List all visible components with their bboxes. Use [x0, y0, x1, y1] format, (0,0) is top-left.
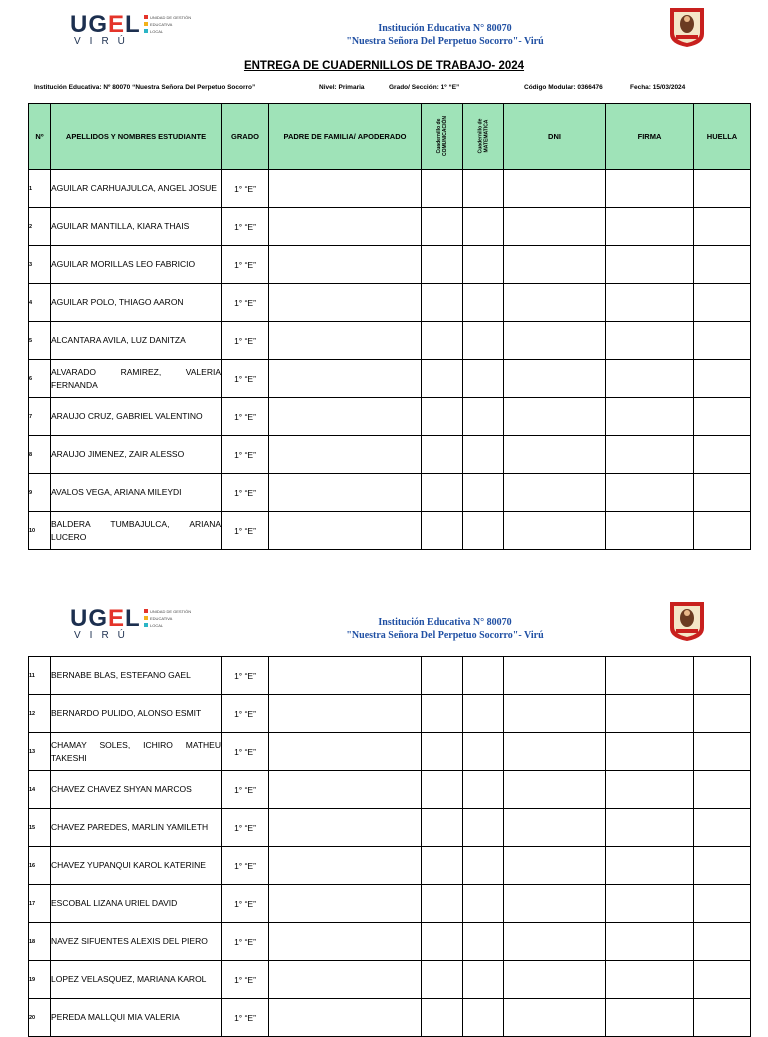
student-name: PEREDA MALLQUI MIA VALERIA [51, 999, 222, 1037]
fingerprint-cell [694, 885, 751, 923]
student-name: BERNABE BLAS, ESTEFANO GAEL [51, 657, 222, 695]
ugel-logo [70, 606, 200, 642]
table-row [29, 170, 751, 208]
parent-cell [269, 771, 422, 809]
table-row [29, 284, 751, 322]
student-grade: 1° “E” [222, 809, 269, 847]
student-name: AGUILAR MANTILLA, KIARA THAIS [51, 208, 222, 246]
dni-cell [504, 512, 606, 550]
dni-cell [504, 246, 606, 284]
dni-cell [504, 208, 606, 246]
row-number: 5 [29, 322, 51, 360]
col-signature: FIRMA [606, 104, 694, 170]
row-number: 7 [29, 398, 51, 436]
math-booklet-cell [463, 474, 504, 512]
student-grade: 1° “E” [222, 657, 269, 695]
student-name: CHAVEZ YUPANQUI KAROL KATERINE [51, 847, 222, 885]
communication-booklet-cell [422, 885, 463, 923]
student-name: ARAUJO CRUZ, GABRIEL VALENTINO [51, 398, 222, 436]
row-number: 3 [29, 246, 51, 284]
row-number: 15 [29, 809, 51, 847]
page-2 [0, 594, 768, 1024]
table-header-row [29, 104, 751, 170]
student-grade: 1° “E” [222, 246, 269, 284]
row-number: 11 [29, 657, 51, 695]
math-booklet-cell [463, 170, 504, 208]
fingerprint-cell [694, 999, 751, 1037]
signature-cell [606, 322, 694, 360]
fingerprint-cell [694, 733, 751, 771]
document-title: ENTREGA DE CUADERNILLOS DE TRABAJO- 2024 [243, 60, 525, 72]
communication-booklet-cell [422, 809, 463, 847]
table-row [29, 208, 751, 246]
row-number: 12 [29, 695, 51, 733]
table-row [29, 695, 751, 733]
fingerprint-cell [694, 246, 751, 284]
institution-heading [290, 616, 600, 642]
math-booklet-cell [463, 512, 504, 550]
dni-cell [504, 398, 606, 436]
parent-cell [269, 208, 422, 246]
table-row [29, 923, 751, 961]
parent-cell [269, 322, 422, 360]
signature-cell [606, 398, 694, 436]
math-booklet-cell [463, 695, 504, 733]
math-booklet-cell [463, 322, 504, 360]
parent-cell [269, 961, 422, 999]
student-name: AGUILAR POLO, THIAGO AARON [51, 284, 222, 322]
student-grade: 1° “E” [222, 208, 269, 246]
table-row [29, 436, 751, 474]
row-number: 10 [29, 512, 51, 550]
dni-cell [504, 771, 606, 809]
math-booklet-cell [463, 246, 504, 284]
student-grade: 1° “E” [222, 695, 269, 733]
fingerprint-cell [694, 170, 751, 208]
ugel-logo-bars: UNIDAD DE GESTIÓN EDUCATIVA LOCAL [144, 608, 191, 629]
row-number: 6 [29, 360, 51, 398]
math-booklet-cell [463, 961, 504, 999]
communication-booklet-cell [422, 170, 463, 208]
math-booklet-cell [463, 284, 504, 322]
meta-institution: Institución Educativa: Nº 80070 “Nuestra Señora Del Perpetuo Socorro” [34, 84, 256, 91]
math-booklet-cell [463, 208, 504, 246]
communication-booklet-cell [422, 695, 463, 733]
col-dni: DNI [504, 104, 606, 170]
communication-booklet-cell [422, 474, 463, 512]
institution-heading [290, 22, 600, 48]
math-booklet-cell [463, 885, 504, 923]
student-grade: 1° “E” [222, 170, 269, 208]
student-grade: 1° “E” [222, 771, 269, 809]
math-booklet-cell [463, 733, 504, 771]
math-booklet-cell [463, 360, 504, 398]
communication-booklet-cell [422, 246, 463, 284]
dni-cell [504, 809, 606, 847]
school-crest-icon [668, 6, 706, 48]
communication-booklet-cell [422, 284, 463, 322]
dni-cell [504, 657, 606, 695]
student-name: AGUILAR MORILLAS LEO FABRICIO [51, 246, 222, 284]
fingerprint-cell [694, 208, 751, 246]
dni-cell [504, 733, 606, 771]
col-math-booklet: Cuadernillo de MATEMATICA [463, 104, 504, 170]
math-booklet-cell [463, 436, 504, 474]
fingerprint-cell [694, 771, 751, 809]
communication-booklet-cell [422, 436, 463, 474]
communication-booklet-cell [422, 923, 463, 961]
signature-cell [606, 809, 694, 847]
communication-booklet-cell [422, 999, 463, 1037]
institution-patron: "Nuestra Señora Del Perpetuo Socorro"- Virú [346, 630, 544, 641]
communication-booklet-cell [422, 360, 463, 398]
signature-cell [606, 885, 694, 923]
communication-booklet-cell [422, 398, 463, 436]
math-booklet-cell [463, 809, 504, 847]
table-row [29, 733, 751, 771]
institution-name: Institución Educativa N° 80070 [378, 617, 512, 628]
communication-booklet-cell [422, 733, 463, 771]
row-number: 16 [29, 847, 51, 885]
parent-cell [269, 733, 422, 771]
signature-cell [606, 436, 694, 474]
row-number: 9 [29, 474, 51, 512]
student-name: NAVEZ SIFUENTES ALEXIS DEL PIERO [51, 923, 222, 961]
row-number: 17 [29, 885, 51, 923]
institution-name: Institución Educativa N° 80070 [378, 23, 512, 34]
delivery-table-1 [28, 103, 751, 550]
student-grade: 1° “E” [222, 398, 269, 436]
row-number: 1 [29, 170, 51, 208]
communication-booklet-cell [422, 771, 463, 809]
math-booklet-cell [463, 771, 504, 809]
table-row [29, 809, 751, 847]
table-row [29, 771, 751, 809]
parent-cell [269, 284, 422, 322]
parent-cell [269, 512, 422, 550]
row-number: 4 [29, 284, 51, 322]
student-name: BALDERA TUMBAJULCA, ARIANA LUCERO [51, 512, 222, 550]
parent-cell [269, 885, 422, 923]
signature-cell [606, 847, 694, 885]
meta-code: Código Modular: 0366476 [524, 84, 603, 91]
school-crest-icon [668, 600, 706, 642]
student-grade: 1° “E” [222, 360, 269, 398]
institution-patron: "Nuestra Señora Del Perpetuo Socorro"- Virú [346, 36, 544, 47]
student-grade: 1° “E” [222, 999, 269, 1037]
math-booklet-cell [463, 847, 504, 885]
student-name: CHAVEZ CHAVEZ SHYAN MARCOS [51, 771, 222, 809]
row-number: 20 [29, 999, 51, 1037]
ugel-logo-subtitle: VIRÚ [74, 36, 134, 47]
student-name: BERNARDO PULIDO, ALONSO ESMIT [51, 695, 222, 733]
student-name: ARAUJO JIMENEZ, ZAIR ALESSO [51, 436, 222, 474]
parent-cell [269, 847, 422, 885]
signature-cell [606, 284, 694, 322]
student-grade: 1° “E” [222, 512, 269, 550]
signature-cell [606, 999, 694, 1037]
signature-cell [606, 512, 694, 550]
fingerprint-cell [694, 923, 751, 961]
row-number: 14 [29, 771, 51, 809]
math-booklet-cell [463, 657, 504, 695]
fingerprint-cell [694, 695, 751, 733]
dni-cell [504, 999, 606, 1037]
parent-cell [269, 436, 422, 474]
fingerprint-cell [694, 512, 751, 550]
col-num: Nº [29, 104, 51, 170]
dni-cell [504, 284, 606, 322]
table-row [29, 961, 751, 999]
signature-cell [606, 771, 694, 809]
signature-cell [606, 170, 694, 208]
fingerprint-cell [694, 961, 751, 999]
table-row [29, 657, 751, 695]
col-grade: GRADO [222, 104, 269, 170]
communication-booklet-cell [422, 322, 463, 360]
student-grade: 1° “E” [222, 284, 269, 322]
row-number: 2 [29, 208, 51, 246]
table-row [29, 474, 751, 512]
student-name: AGUILAR CARHUAJULCA, ANGEL JOSUE [51, 170, 222, 208]
parent-cell [269, 657, 422, 695]
fingerprint-cell [694, 284, 751, 322]
dni-cell [504, 170, 606, 208]
parent-cell [269, 999, 422, 1037]
math-booklet-cell [463, 999, 504, 1037]
dni-cell [504, 923, 606, 961]
student-grade: 1° “E” [222, 733, 269, 771]
table-row [29, 398, 751, 436]
table-row [29, 360, 751, 398]
meta-date: Fecha: 15/03/2024 [630, 84, 686, 91]
ugel-logo-bars: UNIDAD DE GESTIÓN EDUCATIVA LOCAL [144, 14, 191, 35]
fingerprint-cell [694, 322, 751, 360]
math-booklet-cell [463, 923, 504, 961]
parent-cell [269, 809, 422, 847]
student-grade: 1° “E” [222, 885, 269, 923]
fingerprint-cell [694, 436, 751, 474]
parent-cell [269, 695, 422, 733]
dni-cell [504, 885, 606, 923]
student-grade: 1° “E” [222, 474, 269, 512]
student-name: ESCOBAL LIZANA URIEL DAVID [51, 885, 222, 923]
signature-cell [606, 208, 694, 246]
signature-cell [606, 360, 694, 398]
fingerprint-cell [694, 398, 751, 436]
parent-cell [269, 923, 422, 961]
signature-cell [606, 474, 694, 512]
communication-booklet-cell [422, 961, 463, 999]
parent-cell [269, 398, 422, 436]
meta-level: Nivel: Primaria [319, 84, 365, 91]
signature-cell [606, 657, 694, 695]
student-name: LOPEZ VELASQUEZ, MARIANA KAROL [51, 961, 222, 999]
student-name: CHAMAY SOLES, ICHIRO MATHEU TAKESHI [51, 733, 222, 771]
fingerprint-cell [694, 474, 751, 512]
col-student-name: APELLIDOS Y NOMBRES ESTUDIANTE [51, 104, 222, 170]
fingerprint-cell [694, 360, 751, 398]
row-number: 18 [29, 923, 51, 961]
table-row [29, 322, 751, 360]
signature-cell [606, 695, 694, 733]
student-grade: 1° “E” [222, 847, 269, 885]
delivery-table-2 [28, 656, 751, 1037]
communication-booklet-cell [422, 657, 463, 695]
signature-cell [606, 923, 694, 961]
fingerprint-cell [694, 847, 751, 885]
communication-booklet-cell [422, 847, 463, 885]
table-row [29, 999, 751, 1037]
communication-booklet-cell [422, 208, 463, 246]
row-number: 19 [29, 961, 51, 999]
col-fingerprint: HUELLA [694, 104, 751, 170]
dni-cell [504, 322, 606, 360]
row-number: 8 [29, 436, 51, 474]
math-booklet-cell [463, 398, 504, 436]
signature-cell [606, 733, 694, 771]
signature-cell [606, 961, 694, 999]
table-row [29, 246, 751, 284]
table-row [29, 512, 751, 550]
table-row [29, 885, 751, 923]
parent-cell [269, 246, 422, 284]
parent-cell [269, 474, 422, 512]
dni-cell [504, 961, 606, 999]
row-number: 13 [29, 733, 51, 771]
student-name: AVALOS VEGA, ARIANA MILEYDI [51, 474, 222, 512]
student-grade: 1° “E” [222, 436, 269, 474]
ugel-logo [70, 12, 200, 48]
meta-grade-section: Grado/ Sección: 1º “E” [389, 84, 460, 91]
student-name: CHAVEZ PAREDES, MARLIN YAMILETH [51, 809, 222, 847]
student-name: ALCANTARA AVILA, LUZ DANITZA [51, 322, 222, 360]
table-row [29, 847, 751, 885]
ugel-logo-subtitle: VIRÚ [74, 630, 134, 641]
dni-cell [504, 436, 606, 474]
dni-cell [504, 847, 606, 885]
parent-cell [269, 360, 422, 398]
communication-booklet-cell [422, 512, 463, 550]
student-grade: 1° “E” [222, 322, 269, 360]
ugel-logo-word: UGEL [70, 11, 141, 38]
col-communication-booklet: Cuadernillo de COMUNICACIÓN [422, 104, 463, 170]
student-grade: 1° “E” [222, 961, 269, 999]
student-grade: 1° “E” [222, 923, 269, 961]
student-name: ALVARADO RAMIREZ, VALERIA FERNANDA [51, 360, 222, 398]
dni-cell [504, 474, 606, 512]
ugel-logo-word: UGEL [70, 605, 141, 632]
signature-cell [606, 246, 694, 284]
dni-cell [504, 695, 606, 733]
col-parent: PADRE DE FAMILIA/ APODERADO [269, 104, 422, 170]
fingerprint-cell [694, 809, 751, 847]
dni-cell [504, 360, 606, 398]
fingerprint-cell [694, 657, 751, 695]
parent-cell [269, 170, 422, 208]
